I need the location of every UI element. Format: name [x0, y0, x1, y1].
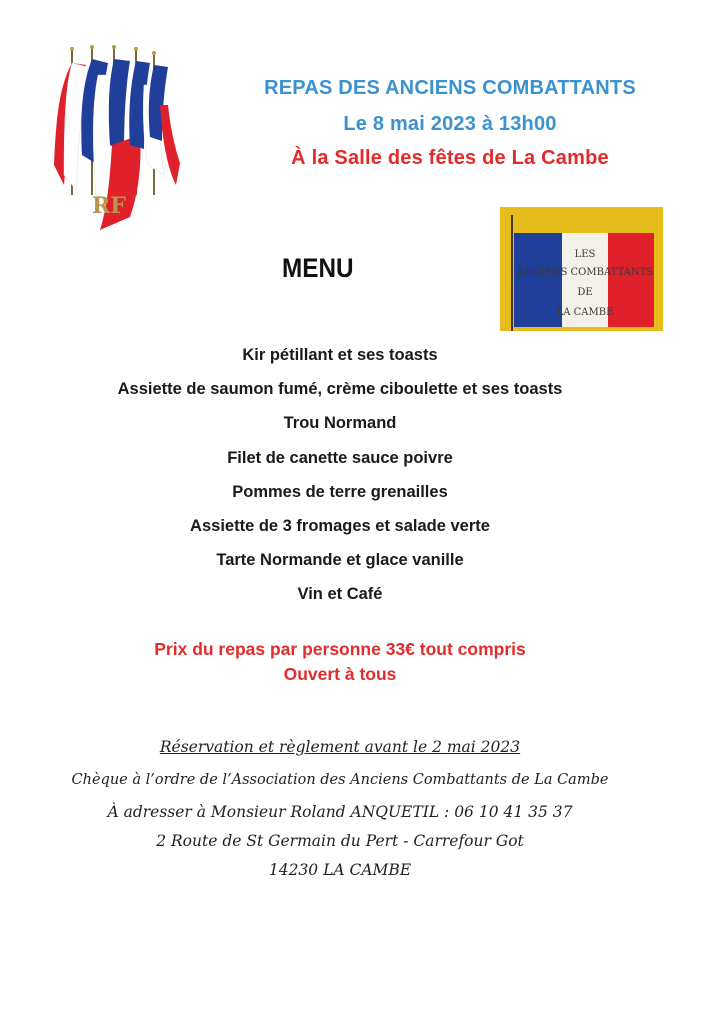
- price-line: Prix du repas par personne 33€ tout compris: [154, 639, 526, 659]
- rf-emblem-text: RF: [92, 193, 126, 219]
- menu-item: Kir pétillant et ses toasts: [242, 346, 438, 364]
- menu-item: Trou Normand: [283, 414, 397, 432]
- reservation-title: Réservation et règlement avant le 2 mai 2023: [159, 738, 521, 756]
- reservation-line: 2 Route de St Germain du Pert - Carrefour Got: [156, 832, 524, 850]
- banner-line-1: LES: [574, 249, 596, 260]
- reservation-line: Chèque à l’ordre de l’Association des Anciens Combattants de La Cambe: [71, 772, 609, 788]
- event-date: Le 8 mai 2023 à 13h00: [343, 113, 557, 135]
- banner-line-2: ANCIENS COMBATTANTS: [516, 267, 654, 278]
- menu-item: Assiette de saumon fumé, crème ciboulette et ses toasts: [117, 380, 563, 398]
- menu-title: MENU: [282, 253, 354, 283]
- menu-item: Pommes de terre grenailles: [232, 483, 448, 501]
- reservation-line: À adresser à Monsieur Roland ANQUETIL : 06 10 41 35 37: [107, 803, 573, 821]
- veterans-banner-photo: [500, 207, 663, 331]
- event-location: À la Salle des fêtes de La Cambe: [291, 147, 609, 169]
- open-to-all-line: Ouvert à tous: [283, 664, 397, 684]
- reservation-line: 14230 LA CAMBE: [268, 861, 412, 879]
- french-flags-icon: [52, 45, 182, 240]
- menu-item: Filet de canette sauce poivre: [227, 449, 453, 467]
- event-title: REPAS DES ANCIENS COMBATTANTS: [264, 77, 636, 99]
- menu-item: Vin et Café: [297, 585, 383, 603]
- banner-line-4: LA CAMBE: [556, 307, 614, 318]
- menu-item: Assiette de 3 fromages et salade verte: [190, 517, 490, 535]
- banner-line-3: DE: [577, 287, 593, 298]
- menu-item: Tarte Normande et glace vanille: [216, 551, 464, 569]
